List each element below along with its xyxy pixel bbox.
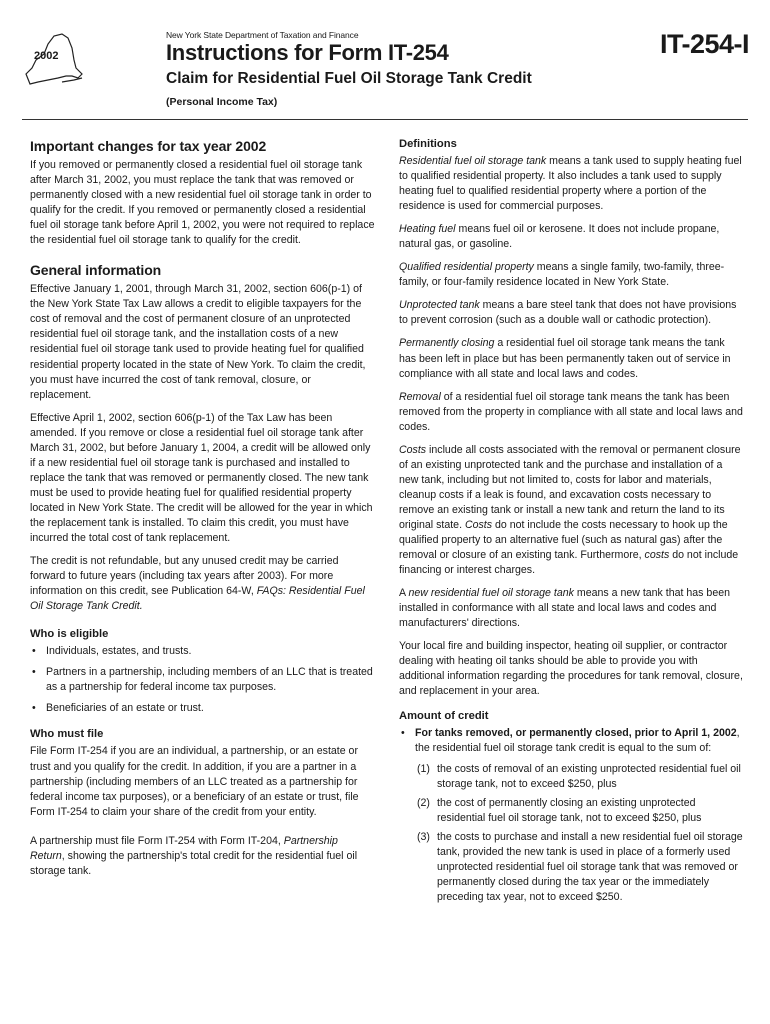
definition-text: means a single family, two-family, three-family, or four-family residence located in New York State. <box>399 261 725 289</box>
general-p3-text: The credit is not refundable, but any unused credit may be carried forward to future years (including tax years after 2003). For more information on this credit, see Publication 64-W, <box>30 555 339 598</box>
new-tank-definition <box>399 586 744 631</box>
costs-definition <box>399 443 744 578</box>
item-number: (3) <box>417 830 430 843</box>
definition-item <box>399 390 744 435</box>
amount-condition-text: , the residential fuel oil storage tank credit is equal to the sum of: <box>415 726 740 754</box>
must-file-paragraph-1: File Form IT-254 if you are an individual, a partnership, or an estate or trust and you qualify for the credit. In addition, if you are a partner in a partnership (including members of an LLC treated as a partnership for federal income tax purposes), or a beneficiary of an estate or trust, file Form IT-254 to claim your share of the credit from your entity. <box>30 745 359 818</box>
definition-term: Residential fuel oil storage tank <box>399 155 547 167</box>
inspector-paragraph: Your local fire and building inspector, heating oil supplier, or contractor dealing with heating oil tanks should be able to provide you with additional information regarding the procedures for tank removal, closure, and replacement in your area. <box>399 640 743 698</box>
definition-prefix: A <box>399 587 409 600</box>
amount-items-list <box>417 762 744 905</box>
list-item <box>399 726 744 756</box>
general-paragraph-3 <box>30 554 375 614</box>
logo-year: 2002 <box>34 50 59 62</box>
definition-term: new residential fuel oil storage tank <box>408 587 574 600</box>
definition-text: a residential fuel oil storage tank means the tank has been left in place but has been permanently taken out of service in compliance with all state and local laws and codes. <box>399 337 731 380</box>
definition-text: means a bare steel tank that does not have provisions to prevent corrosion (such as a double wall or cathodic protection). <box>399 299 737 327</box>
definition-term: Removal <box>399 390 441 403</box>
definitions-heading: Definitions <box>399 138 457 150</box>
definition-item <box>399 298 744 328</box>
definition-text: do not include financing or interest charges. <box>399 549 739 577</box>
list-item: • Beneficiaries of an estate or trust. <box>30 701 375 716</box>
definition-term: costs <box>644 549 670 562</box>
definition-item <box>399 336 744 381</box>
list-item <box>417 796 744 826</box>
definition-text: means a new tank that has been installed in conformance with all state and local laws and codes and manufacturers' directions. <box>399 587 730 630</box>
partnership-return-title: Partnership Return <box>30 834 338 862</box>
page-subtitle: Claim for Residential Fuel Oil Storage Tank Credit <box>166 70 532 87</box>
general-paragraph-1: Effective January 1, 2001, through March 31, 2002, section 606(p-1) of the New York State Tax Law allows a credit to eligible taxpayers for the cost of removal and the cost of permanent closure of an unprotected residential fuel oil storage tank, and the installation costs of a new residential fuel oil storage tank used to provide heating fuel for qualified residential property located in the state of New York. To claim the credit, you must have incurred the cost of tank removal, closure, or replacement. <box>30 283 366 401</box>
form-header <box>0 0 770 120</box>
list-item: • Individuals, estates, and trusts. <box>30 644 375 659</box>
eligible-list <box>30 644 375 716</box>
page-title: Instructions for Form IT-254 <box>166 40 449 65</box>
definition-text: means fuel oil or kerosene. It does not include propane, natural gas, or gasoline. <box>399 223 720 251</box>
amount-list <box>399 726 744 756</box>
definition-term: Heating fuel <box>399 223 456 236</box>
eligible-heading: Who is eligible <box>30 628 109 641</box>
must-file-p2-text-end: , showing the partnership's total credit for the residential fuel oil storage tank. <box>30 849 358 877</box>
publication-title: FAQs: Residential Fuel Oil Storage Tank Credit. <box>30 585 365 613</box>
list-item <box>417 762 744 792</box>
must-file-p2-text: A partnership must file Form IT-254 with Form IT-204, <box>30 834 284 847</box>
item-text: the costs of removal of an existing unprotected residential fuel oil storage tank, not to exceed $250, plus <box>437 762 741 790</box>
new-york-state-logo <box>22 30 88 88</box>
definition-item <box>399 222 744 252</box>
list-item <box>417 830 744 905</box>
list-item: • Partners in a partnership, including members of an LLC that is treated as a partnership for federal income tax purposes. <box>30 665 375 695</box>
definition-item <box>399 154 744 214</box>
definition-term: Permanently closing <box>399 337 495 350</box>
must-file-heading: Who must file <box>30 728 104 741</box>
definition-term: Qualified residential property <box>399 261 534 274</box>
item-text: the cost of permanently closing an existing unprotected residential fuel oil storage tank, not to exceed $250, plus <box>437 796 702 824</box>
amount-condition: For tanks removed, or permanently closed, prior to April 1, 2002 <box>415 726 737 739</box>
definition-term: Costs <box>464 518 493 531</box>
definition-term: Costs <box>399 443 427 456</box>
definition-text: include all costs associated with the removal or permanent closure of an existing unprotected tank and the purchase and installation of a new tank, including but not limited to, costs for labor and materials, cleanup costs if a leak is found, and excavation costs necessary to remove an existing tank or install a new tank and return the land to its original state. <box>399 443 741 531</box>
definition-item <box>399 260 744 290</box>
form-number: IT-254-I <box>659 29 749 59</box>
changes-paragraph: If you removed or permanently closed a residential fuel oil storage tank after March 31, 2002, you must replace the tank that was removed or permanently closed with a new residential fuel oil storage tank in order to qualify for the credit. If you removed or permanently closed a residential fuel oil storage tank before April 1, 2002, you were not required to replace the residential fuel oil storage tank to qualify for the credit. <box>30 159 375 247</box>
definition-text: do not include the costs necessary to hook up the qualified property to an alternative fuel (such as natural gas) after the removal or closure of an existing tank. Furthermore, <box>399 518 728 562</box>
general-paragraph-2: Effective April 1, 2002, section 606(p-1) of the Tax Law has been amended. If you remove or close a residential fuel oil storage tank after March 31, 2002, but before January 1, 2004, a credit will be allowed only if a new residential fuel oil storage tank is purchased and installed to replace the tank that was removed or permanently closed. The new tank must be used to provide heating fuel for qualified residential property located in New York State. The credit will be allowed for the year in which the replacement tank is installed. To claim this credit, you must have incurred the total cost of tank replacement. <box>30 411 373 545</box>
amount-heading: Amount of credit <box>399 709 489 722</box>
left-column <box>30 138 375 887</box>
definition-term: Unprotected tank <box>399 299 480 312</box>
definition-text: means a tank used to supply heating fuel to qualified residential property. It also includes a tank used to supply heating fuel to qualified residential property where a portion of the residence is used for commercial purposes. <box>399 155 742 213</box>
item-text: the costs to purchase and install a new residential fuel oil storage tank, provided the new tank is used in place of a formerly used unprotected residential fuel oil storage tank that was removed or permanently closed during the tax year or the immediately preceding tax year, not to exceed $250. <box>437 830 743 903</box>
must-file-paragraph-2 <box>30 834 375 879</box>
tax-type-label: (Personal Income Tax) <box>166 96 278 108</box>
definition-text: of a residential fuel oil storage tank means the tank has been removed from the property in compliance with all state and local laws and codes. <box>399 390 743 433</box>
right-column <box>399 138 744 909</box>
general-heading: General information <box>30 262 162 279</box>
department-name: New York State Department of Taxation and Finance <box>166 30 359 40</box>
changes-heading: Important changes for tax year 2002 <box>30 138 267 154</box>
item-number: (1) <box>417 762 430 775</box>
header-divider <box>22 119 748 120</box>
item-number: (2) <box>417 796 430 809</box>
